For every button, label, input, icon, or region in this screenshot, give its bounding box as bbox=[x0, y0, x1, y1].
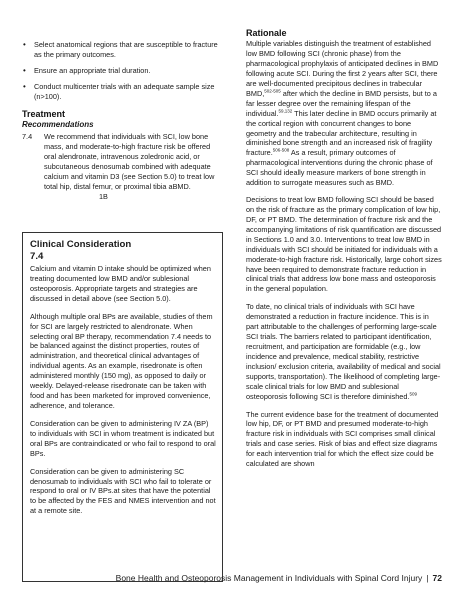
rationale-heading: Rationale bbox=[246, 28, 287, 38]
right-column bbox=[246, 0, 442, 477]
cc-paragraph: Although multiple oral BPs are available, studies of them for SCI are largely restricted to alendronate. When selecting oral BP therapy, recommendation 7.4 needs to be balanced against the distinct properties, routes of administration, and theoretical clinical advantages of individual agents. As an example, risedronate is often administered monthly (150 mg), as opposed to daily or weekly. Delayed-release risedronate can be taken with food and has been marketed for improved convenience, adherence, and tolerance. bbox=[30, 311, 213, 410]
bullet-item: • Ensure an appropriate trial duration. bbox=[22, 66, 222, 76]
treatment-heading: Treatment bbox=[22, 109, 66, 119]
bullet-item: • Conduct multicenter trials with an adequate sample size (n>100). bbox=[22, 82, 222, 102]
clinical-consideration-title: Clinical Consideration 7.4 bbox=[30, 239, 132, 262]
rationale-paragraph-4: The current evidence base for the treatment of documented low hip, DF, or PT BMD and presumed moderate-to-high fracture risk in individuals with SCI comprises small clinical trials and case series. Risk of bias and effect size diagrams for each intervention trial for which the effect size could be calculated are shown bbox=[246, 409, 439, 469]
bullet-item: • Select anatomical regions that are susceptible to fracture as the primary outcomes. bbox=[22, 40, 222, 60]
recommendation-text: We recommend that individuals with SCI, low bone mass, and moderate-to-high fracture risk be offered oral alendronate, intravenous zoledronic acid, or subcutaneous denosumab combined with adequate calcium and vitamin D3 (see Section 5.0) to treat low total hip, distal femur, or proximal tibia aBMD. bbox=[44, 132, 215, 191]
reference-citation: 509 bbox=[409, 391, 417, 397]
trial-design-bullets bbox=[22, 40, 222, 108]
reference-citation: 506-508 bbox=[272, 147, 290, 153]
recommendation-grade: 1B bbox=[99, 191, 108, 201]
treatment-section bbox=[22, 108, 222, 202]
recommendations-label: Recommendations bbox=[22, 120, 94, 130]
rationale-paragraph-2: Decisions to treat low BMD following SCI should be based on the risk of fracture as the primary complication of low hip, DF, or PT BMD. The determination of fracture risk and the accompanying limitations of risk quantification are discussed in Sections 1.0 and 3.0. Interventions to treat low BMD in individuals with SCI should be initiated for individuals with a moderate-to-high fracture risk. Historically, large cohort sizes have been required to demonstrate fracture reduction in clinical trials that address low bone mass and osteoporosis in the general population. bbox=[246, 195, 442, 294]
recommendation-7-4 bbox=[22, 132, 222, 201]
reference-citation: 502-505 bbox=[264, 88, 281, 94]
recommendation-number: 7.4 bbox=[22, 132, 33, 142]
page-number: 72 bbox=[432, 573, 442, 583]
rationale-paragraph-1: Multiple variables distinguish the treatment of established low BMD following SCI (chronic phase) from the pharmacological prophylaxis of anticipated declines in BMD following acute SCI. During the first 2 years after SCI, there are well-documented precipitous declines in trabecular BMD,$^{502-505}$ after which the decline in BMD persists, but to a far lesser degree over the remaining lifespan of the individual.$^{59,132}$ This later decline in BMD occurs primarily at the cortical region with concurrent changes to bone geometry and the trabecular architecture, resulting in diminished bone strength and an increased risk of fragility fracture.$^{506-508}$ As a result, primary outcomes of pharmacological interventions during the chronic phase of SCI should ideally measure markers of bone strength in addition to surrogate measures such as BMD. bbox=[246, 39, 439, 188]
clinical-consideration-box bbox=[22, 232, 223, 582]
cc-paragraph: Consideration can be given to administering SC denosumab to individuals with SCI who fail to tolerate or respond to oral or IV BPs.at sites that have the potential to be affected by the FES and NMES intervention and not at a remote site. bbox=[30, 466, 216, 516]
reference-citation: 59,132 bbox=[278, 108, 293, 114]
footer-separator: | bbox=[426, 573, 429, 583]
cc-paragraph: Calcium and vitamin D intake should be optimized when treating documented low BMD and/or sublesional osteoporosis. Appropriate targets and strategies are discussed in detail above (see Section 5.0). bbox=[30, 264, 211, 303]
footer-title: Bone Health and Osteoporosis Management in Individuals with Spinal Cord Injury bbox=[115, 573, 423, 583]
rationale-paragraph-3: To date, no clinical trials of individuals with SCI have demonstrated a reduction in fracture incidence. This is in part attributable to the challenges of performing large-scale SCI trials. The barriers related to participant identification, recruitment, and participation are formidable (e.g., low incidence and prevalence, medical stability, restrictive inclusion/ exclusion criteria, availability of medical and social supports, transportation). The likelihood of completing large-scale clinical trials for low BMD and sublesional osteoporosis following SCI is therefore diminished.$^{509}$ bbox=[246, 302, 441, 401]
cc-paragraph: Consideration can be given to administering IV ZA (BP) to individuals with SCI in whom treatment is indicated but oral BPs are contraindicated or who fail to respond to oral BPs. bbox=[30, 418, 216, 458]
page-footer bbox=[116, 573, 442, 585]
